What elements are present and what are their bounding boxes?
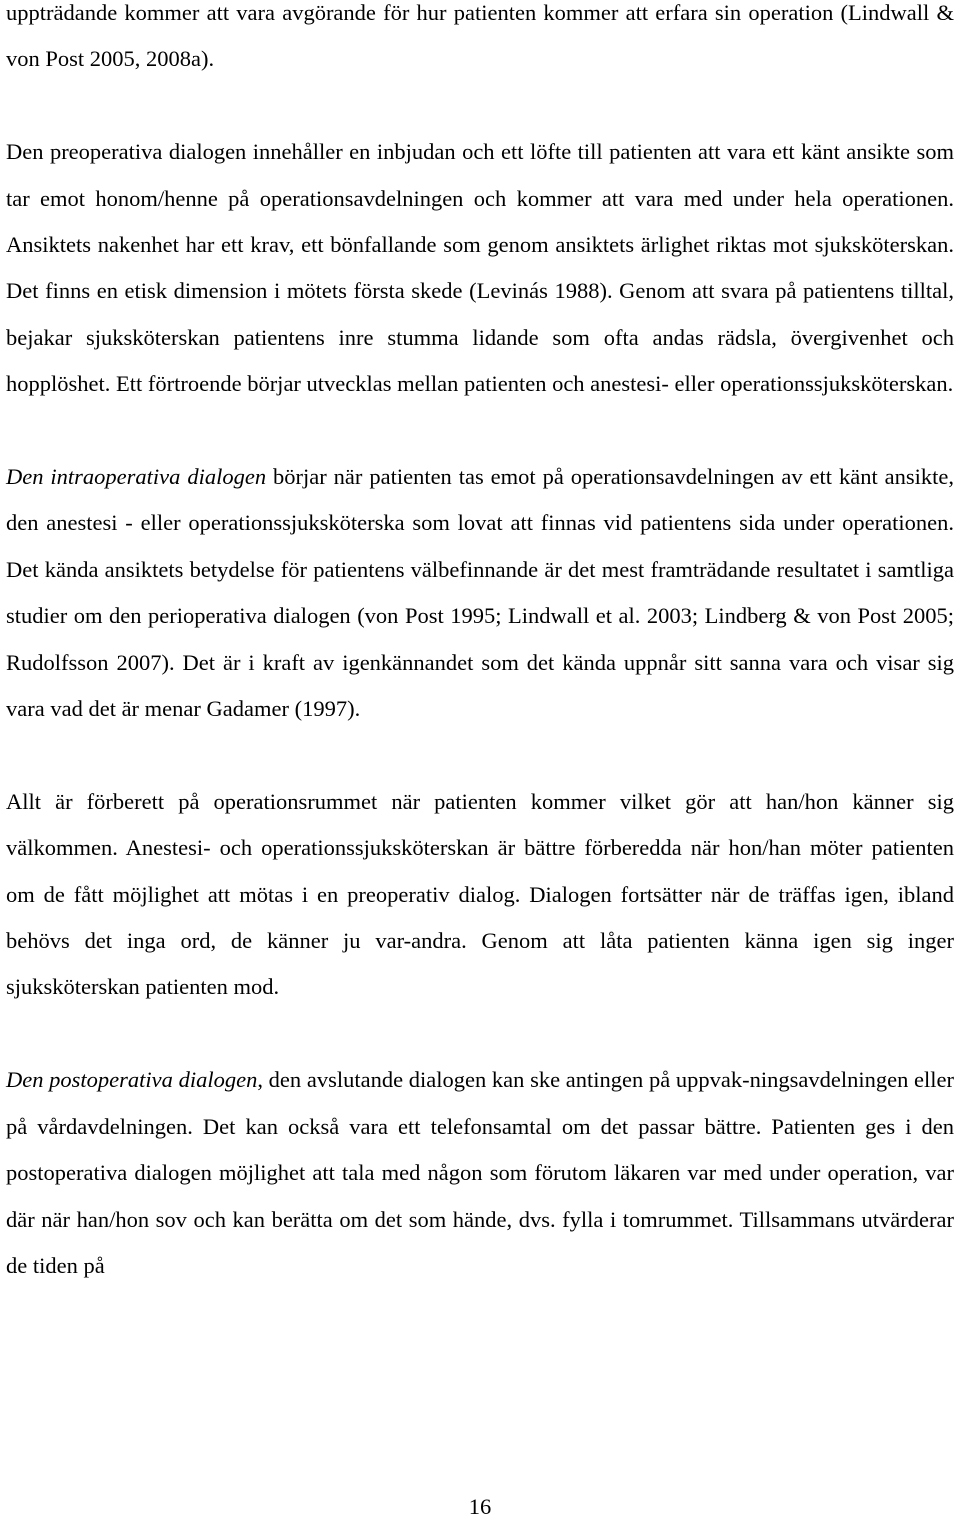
paragraph-4-text: Allt är förberett på operationsrummet när patienten kommer vilket gör att han/hon känner sig välkommen. Anestesi- och operationssjuksköterskan är bättre förberedda när hon/han möter patienten om de fått möjlighet att mötas i en preoperativ dialog. Dialogen fortsätter när de träffas igen, ibland behövs det inga ord, de känner ju var-andra. Genom att låta patienten känna igen sig inger sjuksköterskan patienten mod. (6, 788, 954, 1000)
paragraph-2 (6, 129, 954, 407)
paragraph-3-emphasis: Den intraoperativa dialogen (6, 464, 267, 490)
paragraph-3 (6, 454, 954, 732)
paragraph-2-text: Den preoperativa dialogen innehåller en inbjudan och ett löfte till patienten att vara ett känt ansikte som tar emot honom/henne på operationsavdelningen och kommer att vara med under hela operationen. Ansiktets nakenhet har ett krav, ett bönfallande som genom ansiktets ärlighet riktas mot sjuksköterskan. Det finns en etisk dimension i mötets första skede (Levinás 1988). Genom att svara på patientens tilltal, bejakar sjuksköterskan patientens inre stumma lidande som ofta andas rädsla, övergivenhet och hopplöshet. Ett förtroende börjar utvecklas mellan patienten och anestesi- eller operationssjuksköterskan. (6, 139, 954, 397)
paragraph-1-text: uppträdande kommer att vara avgörande för hur patienten kommer att erfara sin operation (Lindwall & von Post 2005, 2008a). (6, 0, 954, 72)
paragraph-3-text: börjar när patienten tas emot på operationsavdelningen av ett känt ansikte, den anestesi - eller operationssjuksköterska som lovat att finnas vid patientens sida under operationen. Det kända ansiktets betydelse för patientens välbefinnande är det mest framträdande resultatet i samtliga studier om den perioperativa dialogen (von Post 1995; Lindwall et al. 2003; Lindberg & von Post 2005; Rudolfsson 2007). Det är i kraft av igenkännandet som det kända uppnår sitt sanna vara och visar sig vara vad det är menar Gadamer (1997). (6, 464, 954, 722)
document-page (6, 0, 954, 1289)
paragraph-1 (6, 0, 954, 83)
paragraph-5-text: , den avslutande dialogen kan ske antingen på uppvak-ningsavdelningen eller på vårdavdelningen. Det kan också vara ett telefonsamtal om det passar bättre. Patienten ges i den postoperativa dialogen möjlighet att tala med någon som förutom läkaren var med under operation, var där när han/hon sov och kan berätta om det som hände, dvs. fylla i tomrummet. Tillsammans utvärderar de tiden på (6, 1067, 954, 1278)
paragraph-5-emphasis: Den postoperativa dialogen (6, 1067, 258, 1093)
page-number: 16 (468, 1494, 492, 1519)
paragraph-4 (6, 779, 954, 1011)
paragraph-5 (6, 1057, 954, 1289)
